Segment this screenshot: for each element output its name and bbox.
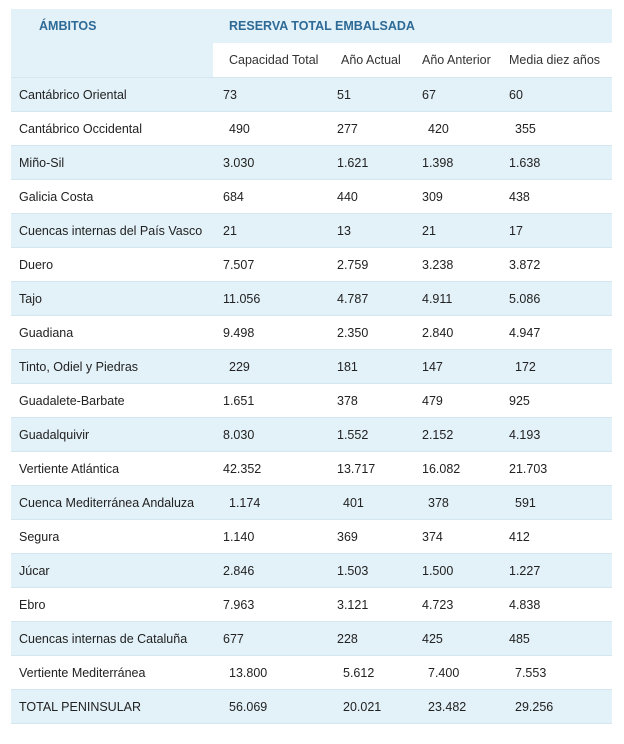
header-row-top bbox=[11, 9, 612, 43]
row-value-cell bbox=[408, 622, 495, 656]
row-value-cell bbox=[213, 78, 325, 112]
row-value-cell bbox=[408, 384, 495, 418]
row-value: 21.703 bbox=[509, 461, 548, 476]
row-value: 2.846 bbox=[223, 563, 255, 578]
row-value: 42.352 bbox=[223, 461, 262, 476]
row-value-cell bbox=[495, 248, 612, 282]
row-value: 378 bbox=[337, 393, 358, 408]
row-ambito-name: Tajo bbox=[11, 282, 213, 316]
row-value: 277 bbox=[337, 121, 358, 136]
row-value-cell bbox=[213, 588, 325, 622]
row-value: 412 bbox=[509, 529, 530, 544]
row-value: 60 bbox=[509, 87, 523, 102]
row-value: 3.238 bbox=[422, 257, 454, 272]
row-value: 677 bbox=[223, 631, 244, 646]
row-value: 181 bbox=[337, 359, 358, 374]
row-value-cell bbox=[213, 180, 325, 214]
row-value-cell bbox=[325, 282, 408, 316]
row-value-cell bbox=[213, 554, 325, 588]
row-value: 438 bbox=[509, 189, 530, 204]
row-value-cell bbox=[408, 180, 495, 214]
row-value-cell bbox=[408, 656, 495, 690]
row-value-cell bbox=[325, 588, 408, 622]
row-value-cell bbox=[408, 248, 495, 282]
row-value: 1.638 bbox=[509, 155, 541, 170]
row-value: 29.256 bbox=[515, 699, 554, 714]
row-ambito-name: Cantábrico Occidental bbox=[11, 112, 213, 146]
row-value: 229 bbox=[229, 359, 250, 374]
row-value: 21 bbox=[223, 223, 237, 238]
row-ambito-name: Guadiana bbox=[11, 316, 213, 350]
row-value-cell bbox=[213, 316, 325, 350]
row-value: 401 bbox=[343, 495, 364, 510]
row-ambito-name: Tinto, Odiel y Piedras bbox=[11, 350, 213, 384]
row-value-cell bbox=[325, 554, 408, 588]
row-value: 369 bbox=[337, 529, 358, 544]
row-value: 3.030 bbox=[223, 155, 255, 170]
row-value-cell bbox=[495, 418, 612, 452]
row-value-cell bbox=[495, 554, 612, 588]
row-value: 1.651 bbox=[223, 393, 255, 408]
table-row bbox=[11, 656, 612, 690]
row-value-cell bbox=[213, 350, 325, 384]
row-value-cell bbox=[325, 214, 408, 248]
row-value-cell bbox=[213, 486, 325, 520]
row-value: 228 bbox=[337, 631, 358, 646]
table-row bbox=[11, 248, 612, 282]
row-value-cell bbox=[325, 112, 408, 146]
row-value-cell bbox=[408, 520, 495, 554]
row-value: 2.152 bbox=[422, 427, 454, 442]
row-value: 5.086 bbox=[509, 291, 541, 306]
row-value-cell bbox=[213, 452, 325, 486]
row-value: 2.840 bbox=[422, 325, 454, 340]
row-value-cell bbox=[408, 554, 495, 588]
row-value-cell bbox=[408, 350, 495, 384]
reservoir-table bbox=[11, 9, 612, 724]
row-value: 925 bbox=[509, 393, 530, 408]
row-value: 485 bbox=[509, 631, 530, 646]
ambitos-header-label: ÁMBITOS bbox=[39, 19, 97, 33]
table-row bbox=[11, 78, 612, 112]
row-value: 420 bbox=[428, 121, 449, 136]
row-value: 20.021 bbox=[343, 699, 382, 714]
row-value: 684 bbox=[223, 189, 244, 204]
row-value-cell bbox=[408, 214, 495, 248]
table-row bbox=[11, 350, 612, 384]
row-value: 1.552 bbox=[337, 427, 369, 442]
row-value-cell bbox=[495, 622, 612, 656]
row-value-cell bbox=[325, 316, 408, 350]
row-value-cell bbox=[408, 486, 495, 520]
row-value: 2.759 bbox=[337, 257, 369, 272]
row-value: 479 bbox=[422, 393, 443, 408]
row-value-cell bbox=[213, 146, 325, 180]
row-ambito-name: Cuencas internas de Cataluña bbox=[11, 622, 213, 656]
row-value-cell bbox=[495, 282, 612, 316]
row-ambito-name: Vertiente Mediterránea bbox=[11, 656, 213, 690]
row-value-cell bbox=[213, 520, 325, 554]
table-row bbox=[11, 418, 612, 452]
row-value-cell bbox=[408, 452, 495, 486]
row-value: 4.947 bbox=[509, 325, 541, 340]
row-value: 13.717 bbox=[337, 461, 376, 476]
row-value: 13.800 bbox=[229, 665, 268, 680]
row-value: 425 bbox=[422, 631, 443, 646]
row-value: 7.507 bbox=[223, 257, 255, 272]
row-value-cell bbox=[495, 520, 612, 554]
row-value: 9.498 bbox=[223, 325, 255, 340]
row-value: 16.082 bbox=[422, 461, 461, 476]
row-ambito-name: TOTAL PENINSULAR bbox=[11, 690, 213, 724]
row-value: 51 bbox=[337, 87, 351, 102]
row-value: 1.621 bbox=[337, 155, 369, 170]
row-value-cell bbox=[408, 418, 495, 452]
row-value-cell bbox=[495, 112, 612, 146]
row-ambito-name: Guadalquivir bbox=[11, 418, 213, 452]
row-value: 11.056 bbox=[223, 291, 261, 306]
row-value-cell bbox=[213, 384, 325, 418]
row-value-cell bbox=[325, 656, 408, 690]
row-value-cell bbox=[495, 588, 612, 622]
row-value: 7.963 bbox=[223, 597, 255, 612]
reserva-header bbox=[213, 9, 612, 43]
row-value: 4.723 bbox=[422, 597, 454, 612]
row-value-cell bbox=[325, 146, 408, 180]
row-value-cell bbox=[408, 112, 495, 146]
row-value-cell bbox=[325, 690, 408, 724]
row-value-cell bbox=[495, 316, 612, 350]
table-row bbox=[11, 588, 612, 622]
row-value: 13 bbox=[337, 223, 351, 238]
row-value-cell bbox=[495, 214, 612, 248]
col-capacidad-total: Capacidad Total bbox=[213, 43, 325, 78]
row-value: 309 bbox=[422, 189, 443, 204]
row-value: 172 bbox=[515, 359, 536, 374]
row-ambito-name: Ebro bbox=[11, 588, 213, 622]
row-value-cell bbox=[325, 622, 408, 656]
row-value-cell bbox=[213, 214, 325, 248]
row-value: 7.400 bbox=[428, 665, 460, 680]
row-value-cell bbox=[495, 486, 612, 520]
row-value: 67 bbox=[422, 87, 436, 102]
row-value: 591 bbox=[515, 495, 536, 510]
row-value: 4.787 bbox=[337, 291, 369, 306]
table-row bbox=[11, 316, 612, 350]
row-value: 1.140 bbox=[223, 529, 255, 544]
row-value: 4.838 bbox=[509, 597, 541, 612]
row-ambito-name: Segura bbox=[11, 520, 213, 554]
row-ambito-name: Cantábrico Oriental bbox=[11, 78, 213, 112]
row-ambito-name: Vertiente Atlántica bbox=[11, 452, 213, 486]
row-value: 1.503 bbox=[337, 563, 369, 578]
row-value-cell bbox=[495, 350, 612, 384]
table-row bbox=[11, 282, 612, 316]
reserva-header-label: RESERVA TOTAL EMBALSADA bbox=[229, 19, 415, 33]
row-value: 21 bbox=[422, 223, 436, 238]
table-body bbox=[11, 78, 612, 724]
row-value-cell bbox=[408, 588, 495, 622]
row-value-cell bbox=[213, 112, 325, 146]
row-value: 1.398 bbox=[422, 155, 454, 170]
row-value-cell bbox=[325, 248, 408, 282]
table-row bbox=[11, 214, 612, 248]
row-ambito-name: Guadalete-Barbate bbox=[11, 384, 213, 418]
row-value-cell bbox=[325, 418, 408, 452]
row-value-cell bbox=[325, 180, 408, 214]
row-value: 374 bbox=[422, 529, 443, 544]
row-ambito-name: Cuenca Mediterránea Andaluza bbox=[11, 486, 213, 520]
row-value: 8.030 bbox=[223, 427, 255, 442]
row-value: 1.174 bbox=[229, 495, 261, 510]
row-value: 355 bbox=[515, 121, 536, 136]
row-value: 23.482 bbox=[428, 699, 467, 714]
col-ano-anterior: Año Anterior bbox=[408, 43, 495, 78]
table-row bbox=[11, 622, 612, 656]
row-value-cell bbox=[495, 384, 612, 418]
row-value-cell bbox=[325, 486, 408, 520]
row-value: 3.872 bbox=[509, 257, 541, 272]
row-ambito-name: Miño-Sil bbox=[11, 146, 213, 180]
row-value: 3.121 bbox=[337, 597, 369, 612]
row-value-cell bbox=[325, 452, 408, 486]
row-value: 17 bbox=[509, 223, 523, 238]
row-value-cell bbox=[408, 316, 495, 350]
row-value: 73 bbox=[223, 87, 237, 102]
table-row bbox=[11, 180, 612, 214]
row-value-cell bbox=[495, 452, 612, 486]
table-row bbox=[11, 554, 612, 588]
row-value: 4.193 bbox=[509, 427, 541, 442]
row-ambito-name: Galicia Costa bbox=[11, 180, 213, 214]
row-value: 440 bbox=[337, 189, 358, 204]
row-value-cell bbox=[325, 520, 408, 554]
row-value-cell bbox=[408, 690, 495, 724]
row-value-cell bbox=[213, 248, 325, 282]
row-value-cell bbox=[325, 350, 408, 384]
reservoir-table-container bbox=[11, 9, 612, 724]
row-value: 147 bbox=[422, 359, 443, 374]
row-value-cell bbox=[325, 384, 408, 418]
row-value: 56.069 bbox=[229, 699, 268, 714]
row-value: 378 bbox=[428, 495, 449, 510]
table-row bbox=[11, 486, 612, 520]
row-value-cell bbox=[495, 78, 612, 112]
row-value-cell bbox=[495, 180, 612, 214]
table-row bbox=[11, 452, 612, 486]
col-media-diez-anos: Media diez años bbox=[495, 43, 612, 78]
row-value: 1.500 bbox=[422, 563, 454, 578]
row-value: 7.553 bbox=[515, 665, 547, 680]
row-value-cell bbox=[495, 146, 612, 180]
row-value-cell bbox=[495, 656, 612, 690]
ambitos-header bbox=[11, 9, 213, 78]
row-value: 2.350 bbox=[337, 325, 369, 340]
table-row bbox=[11, 690, 612, 724]
row-value-cell bbox=[408, 78, 495, 112]
row-value-cell bbox=[325, 78, 408, 112]
table-row bbox=[11, 384, 612, 418]
row-value: 5.612 bbox=[343, 665, 375, 680]
table-row bbox=[11, 146, 612, 180]
row-ambito-name: Júcar bbox=[11, 554, 213, 588]
row-value: 4.911 bbox=[422, 291, 453, 306]
row-value-cell bbox=[495, 690, 612, 724]
row-ambito-name: Cuencas internas del País Vasco bbox=[11, 214, 213, 248]
row-ambito-name: Duero bbox=[11, 248, 213, 282]
table-row bbox=[11, 112, 612, 146]
row-value-cell bbox=[213, 690, 325, 724]
row-value-cell bbox=[213, 282, 325, 316]
row-value: 490 bbox=[229, 121, 250, 136]
col-ano-actual: Año Actual bbox=[325, 43, 408, 78]
row-value-cell bbox=[213, 622, 325, 656]
row-value-cell bbox=[213, 656, 325, 690]
row-value: 1.227 bbox=[509, 563, 541, 578]
table-row bbox=[11, 520, 612, 554]
row-value-cell bbox=[408, 146, 495, 180]
row-value-cell bbox=[408, 282, 495, 316]
row-value-cell bbox=[213, 418, 325, 452]
